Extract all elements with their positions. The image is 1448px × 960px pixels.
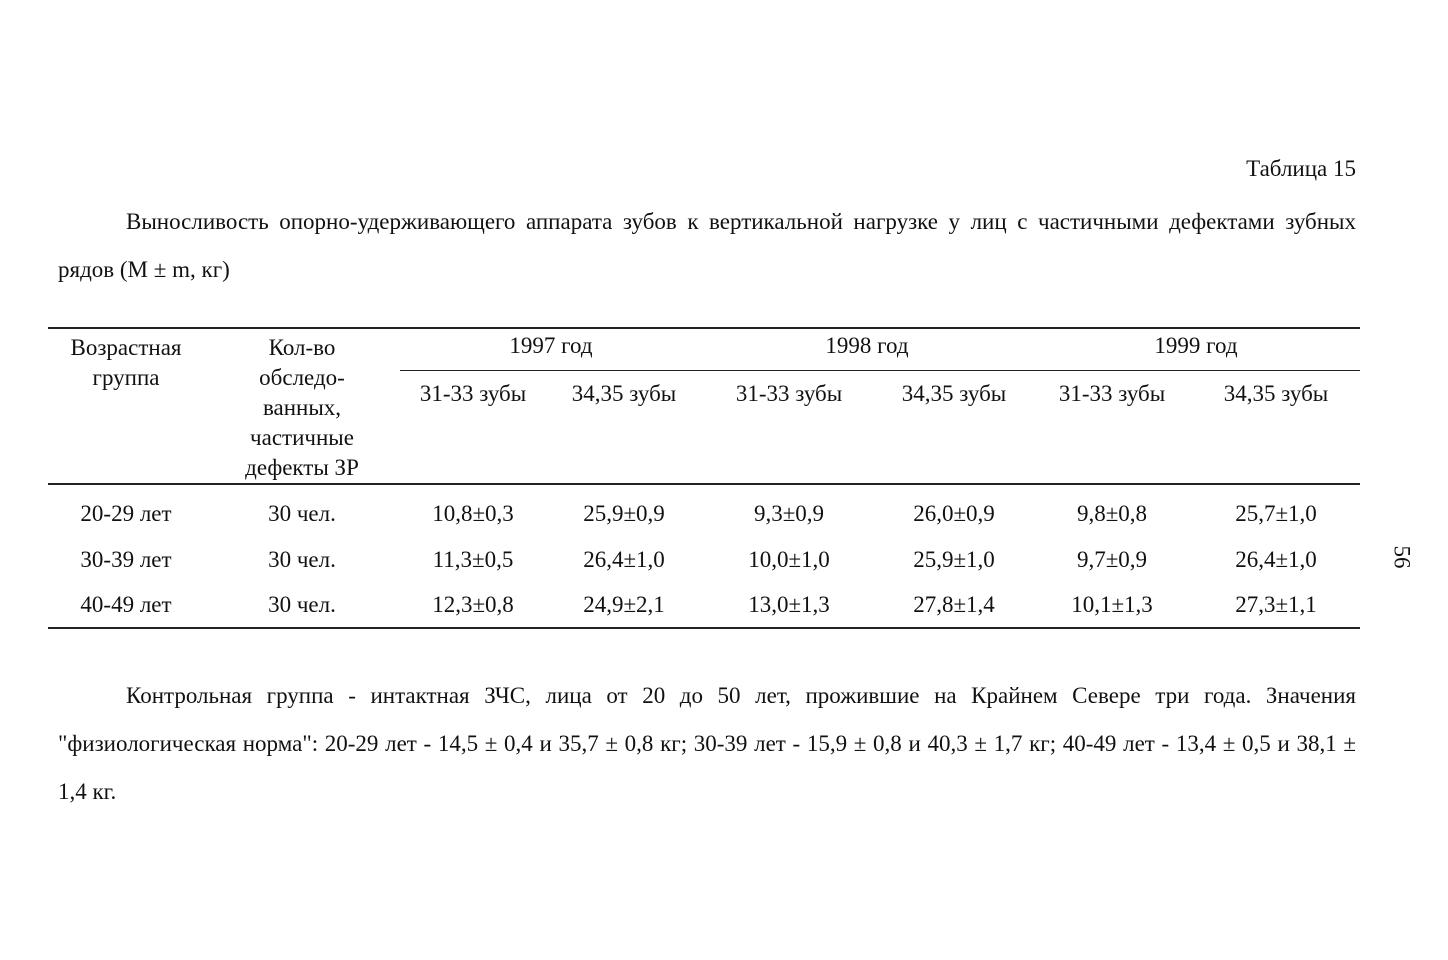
cell-value: 10,0±1,0 <box>748 547 830 572</box>
subheader-1998-34-35: 34,35 зубы <box>876 371 1032 484</box>
header-year-1998: 1998 год <box>702 328 1032 371</box>
subheader-1999-31-33: 31-33 зубы <box>1032 371 1192 484</box>
cell-value: 26,0±0,9 <box>913 501 995 526</box>
cell-value: 25,7±1,0 <box>1235 501 1317 526</box>
cell-value: 10,8±0,3 <box>432 501 514 526</box>
endurance-table <box>48 327 1360 629</box>
table-caption: Выносливость опорно-удерживающего аппарата зубов к вертикальной нагрузке у лиц с частичными дефектами зубных рядов (M ± m, кг) <box>58 209 1356 282</box>
table-row <box>48 537 1360 583</box>
cell-age: 40-49 лет <box>48 583 204 628</box>
table-number: Таблица 15 <box>1246 156 1356 181</box>
cell-value: 13,0±1,3 <box>702 583 876 628</box>
cell-value: 27,3±1,1 <box>1192 583 1360 628</box>
cell-count: 30 чел. <box>268 547 336 572</box>
cell-value: 24,9±2,1 <box>546 583 702 628</box>
cell-value: 10,1±1,3 <box>1032 583 1192 628</box>
cell-value: 25,9±0,9 <box>583 501 665 526</box>
cell-value: 25,9±1,0 <box>913 547 995 572</box>
subheader-1997-34-35: 34,35 зубы <box>546 371 702 484</box>
cell-value: 9,8±0,8 <box>1076 501 1148 526</box>
header-year-1999: 1999 год <box>1032 328 1360 371</box>
cell-value: 26,4±1,0 <box>1235 547 1317 572</box>
cell-value: 11,3±0,5 <box>432 547 514 572</box>
cell-value: 9,3±0,9 <box>753 501 825 526</box>
page-number: 56 <box>1389 545 1415 569</box>
cell-age: 30-39 лет <box>80 547 172 572</box>
cell-value: 12,3±0,8 <box>400 583 546 628</box>
cell-value: 26,4±1,0 <box>583 547 665 572</box>
cell-value: 27,8±1,4 <box>876 583 1032 628</box>
cell-value: 9,7±0,9 <box>1076 547 1148 572</box>
cell-count: 30 чел. <box>268 501 336 526</box>
subheader-1998-31-33: 31-33 зубы <box>702 371 876 484</box>
cell-age: 20-29 лет <box>80 501 172 526</box>
header-year-1997: 1997 год <box>400 328 702 371</box>
control-group-note: Контрольная группа - интактная ЗЧС, лица от 20 до 50 лет, прожившие на Крайнем Севере три года. Значения "физиологическая норма": 20-29 лет - 14,5 ± 0,4 и 35,7 ± 0,8 кг; 30-39 лет - 15,9 ± 0,8 и 40,3 ± 1,7 кг; 40-49 лет - 13,4 ± 0,5 и 38,1 ± 1,4 кг. <box>58 683 1356 804</box>
header-age-group: Возрастная группа <box>48 328 204 484</box>
cell-count: 30 чел. <box>204 583 400 628</box>
subheader-1999-34-35: 34,35 зубы <box>1192 371 1360 484</box>
table-row <box>48 583 1360 628</box>
header-count: Кол-во обследо-ванных, частичные дефекты ЗР <box>204 328 400 484</box>
table-row <box>48 484 1360 537</box>
subheader-1997-31-33: 31-33 зубы <box>400 371 546 484</box>
